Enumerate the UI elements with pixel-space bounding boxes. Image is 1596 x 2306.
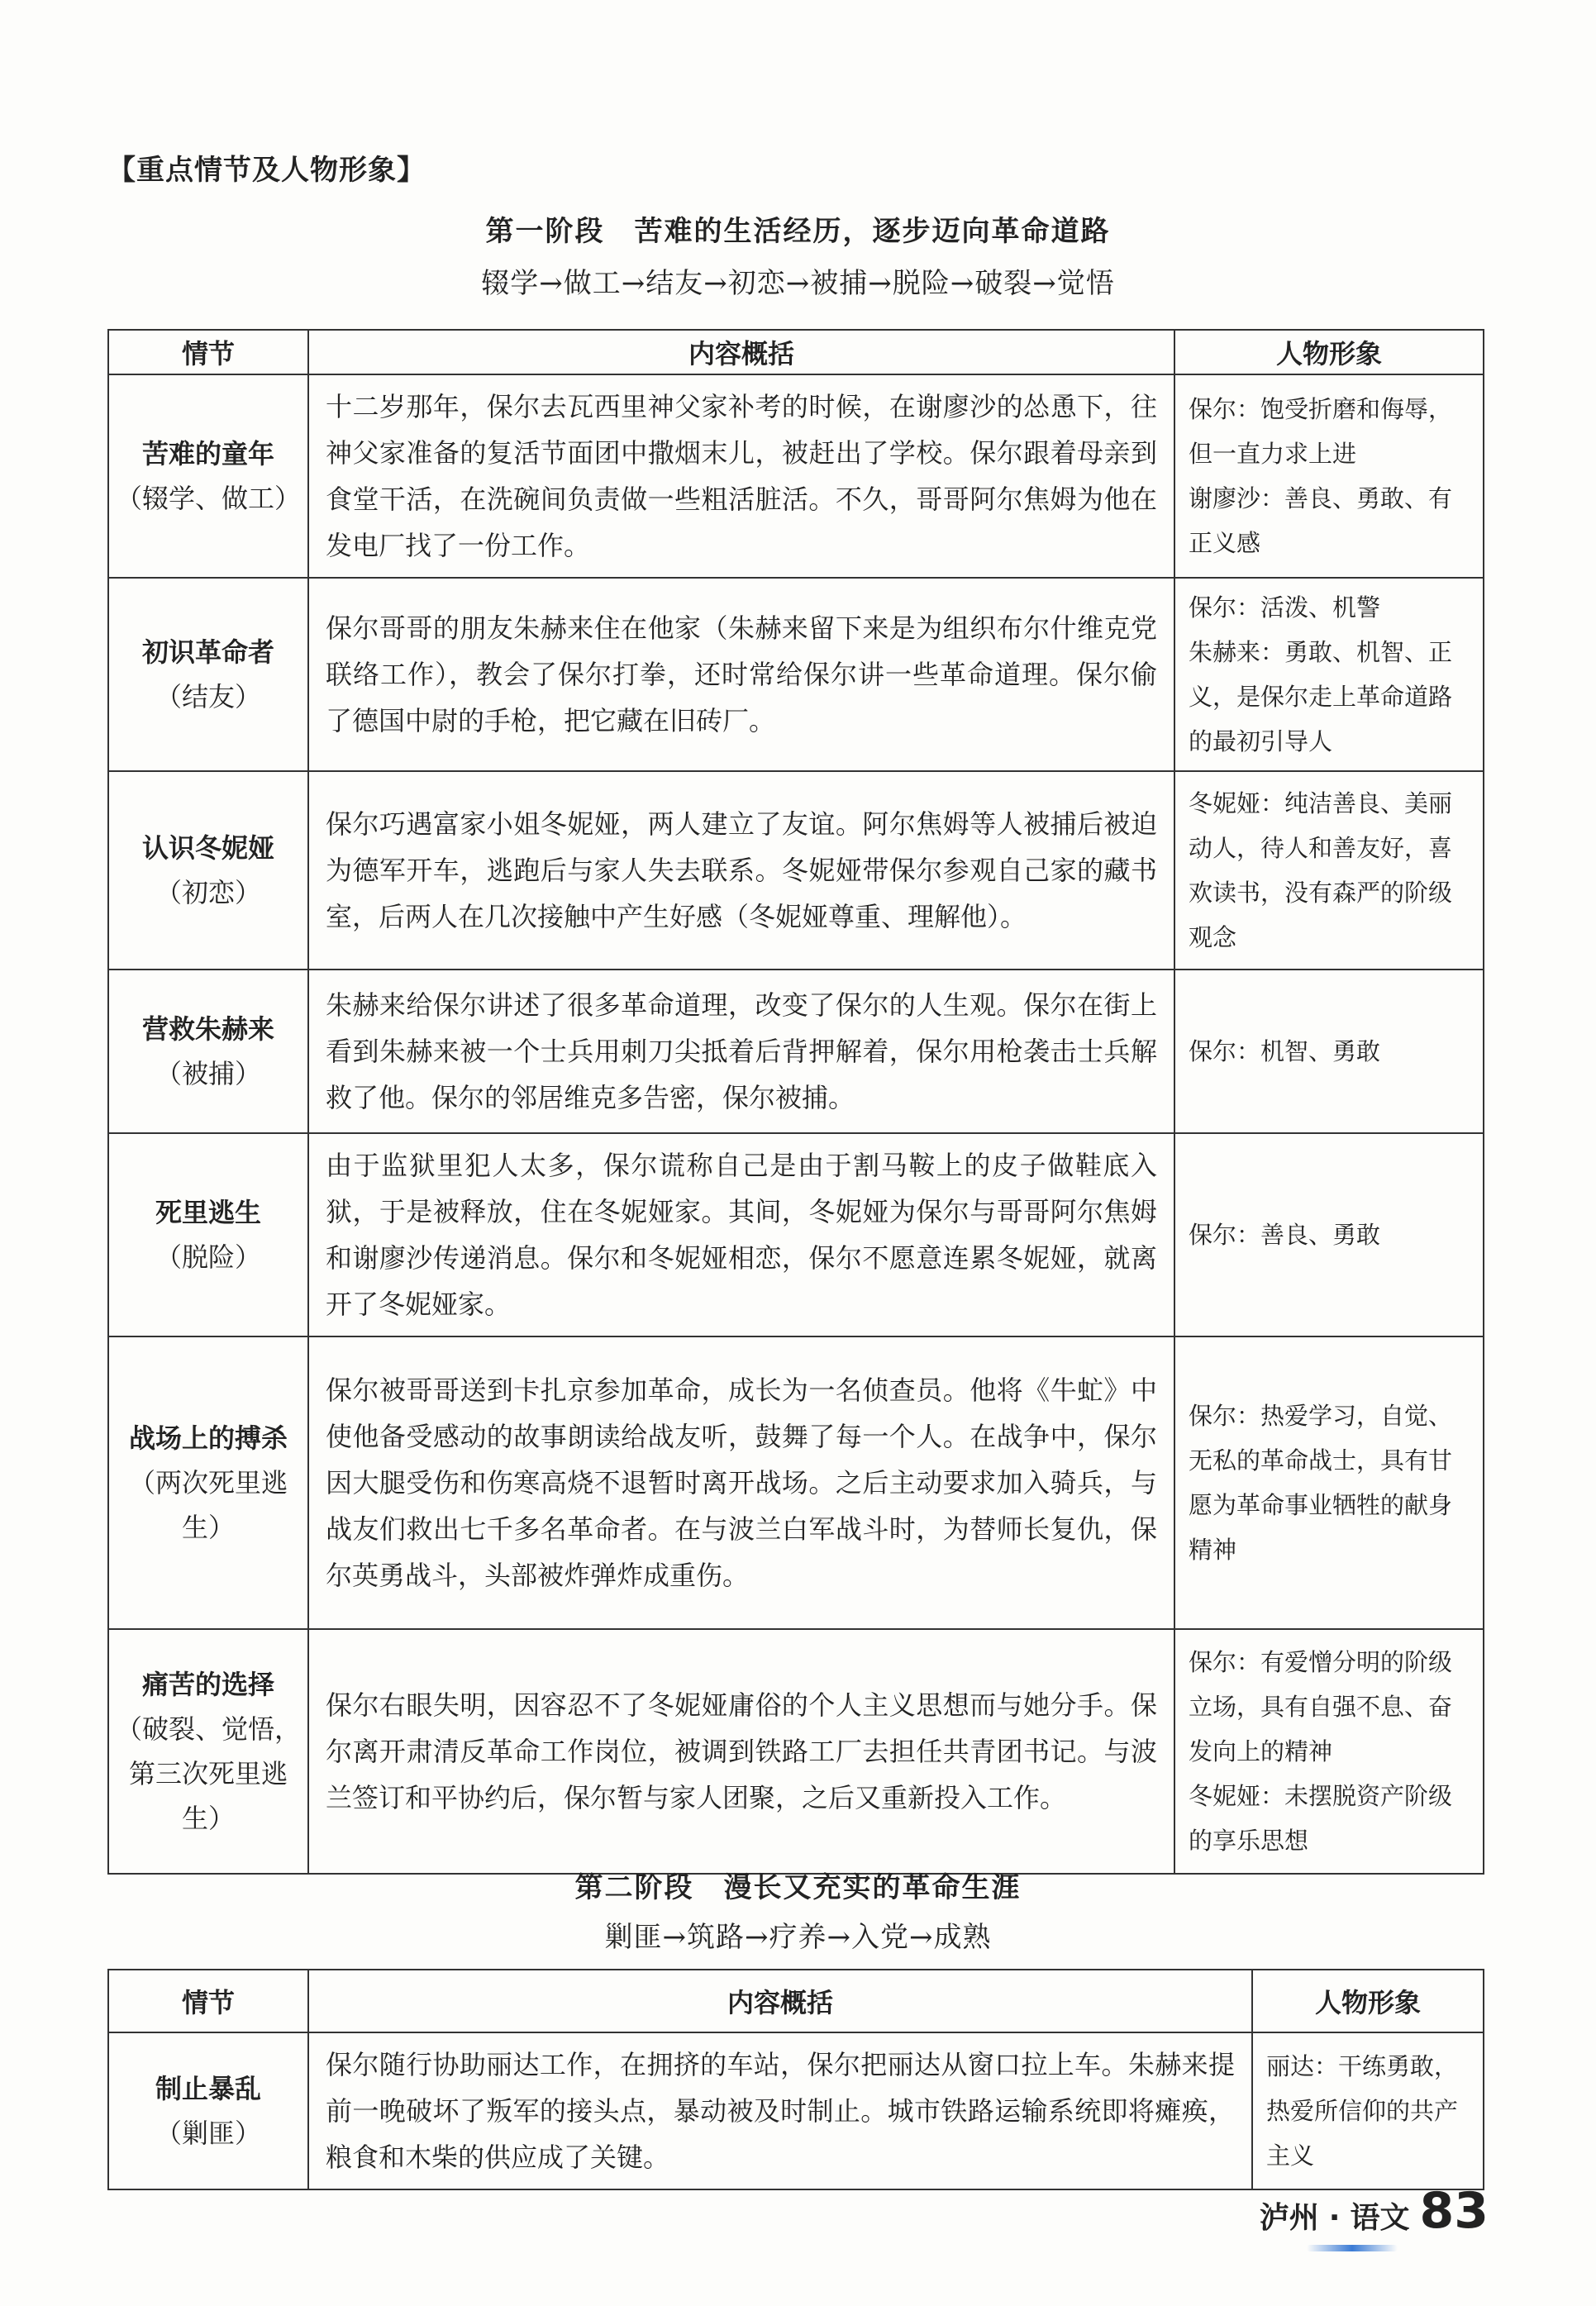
stage1-table [107, 329, 1484, 1875]
content-cell: 十二岁那年，保尔去瓦西里神父家补考的时候，在谢廖沙的怂恿下，往神父家准备的复活节面团中撒烟末儿，被赶出了学校。保尔跟着母亲到食堂干活，在洗碗间负责做一些粗活脏活。不久，哥哥阿尔焦姆为他在发电厂找了一份工作。 [308, 374, 1174, 578]
character-cell: 保尔：善良、勇敢 [1174, 1133, 1484, 1336]
stage1-flow: 辍学→做工→结友→初恋→被捕→脱险→破裂→觉悟 [481, 267, 1115, 300]
stage2-flow: 剿匪→筑路→疗养→入党→成熟 [604, 1921, 992, 1954]
stage1-title: 第一阶段 苦难的生活经历，逐步迈向革命道路 [485, 215, 1111, 248]
plot-name: 痛苦的选择 [141, 1669, 274, 1700]
table-header-row [108, 1970, 1484, 2032]
header-character: 人物形象 [1252, 1970, 1484, 2032]
content-cell: 保尔被哥哥送到卡扎京参加革命，成长为一名侦查员。他将《牛虻》中使他备受感动的故事朗读给战友听，鼓舞了每一个人。在战争中，保尔因大腿受伤和伤寒高烧不退暂时离开战场。之后主动要求加入骑兵，与战友们救出七千多名革命者。在与波兰白军战斗时，为替师长复仇，保尔英勇战斗，头部被炸弹炸成重伤。 [308, 1336, 1174, 1629]
character-cell: 丽达：干练勇敢，热爱所信仰的共产主义 [1252, 2032, 1484, 2189]
plot-sub: （两次死里逃生） [128, 1467, 288, 1543]
table-row [108, 970, 1484, 1133]
table-row [108, 2032, 1484, 2189]
section-label: 【重点情节及人物形象】 [107, 154, 426, 187]
footer-subject: 语文 [1350, 2201, 1410, 2235]
page-number: 83 [1419, 2182, 1489, 2240]
character-cell: 冬妮娅：纯洁善良、美丽动人，待人和善友好，喜欢读书，没有森严的阶级观念 [1174, 771, 1484, 970]
header-plot: 情节 [108, 330, 308, 374]
character-cell: 保尔：饱受折磨和侮辱，但一直力求上进 谢廖沙：善良、勇敢、有正义感 [1174, 374, 1484, 578]
plot-sub: （辍学、做工） [115, 483, 301, 514]
plot-sub: （结友） [155, 681, 261, 712]
plot-cell [108, 578, 308, 771]
character-cell: 保尔：热爱学习，自觉、无私的革命战士，具有甘愿为革命事业牺牲的献身精神 [1174, 1336, 1484, 1629]
page-footer [1260, 2182, 1489, 2240]
header-plot: 情节 [108, 1970, 308, 2032]
plot-name: 苦难的童年 [141, 438, 274, 469]
character-cell: 保尔：活泼、机警 朱赫来：勇敢、机智、正义，是保尔走上革命道路的最初引导人 [1174, 578, 1484, 771]
content-cell: 保尔随行协助丽达工作，在拥挤的车站，保尔把丽达从窗口拉上车。朱赫来提前一晚破坏了叛军的接头点，暴动被及时制止。城市铁路运输系统即将瘫痪，粮食和木柴的供应成了关键。 [308, 2032, 1252, 2189]
plot-sub: （被捕） [155, 1058, 261, 1089]
content-cell: 由于监狱里犯人太多，保尔谎称自己是由于割马鞍上的皮子做鞋底入狱，于是被释放，住在冬妮娅家。其间，冬妮娅为保尔与哥哥阿尔焦姆和谢廖沙传递消息。保尔和冬妮娅相恋，保尔不愿意连累冬妮娅，就离开了冬妮娅家。 [308, 1133, 1174, 1336]
plot-name: 认识冬妮娅 [141, 832, 274, 864]
plot-cell [108, 374, 308, 578]
plot-name: 制止暴乱 [155, 2073, 261, 2104]
plot-cell [108, 1336, 308, 1629]
footer-region: 泸州 [1259, 2201, 1319, 2235]
plot-sub: （剿匪） [155, 2118, 261, 2149]
footer-dot: · [1328, 2201, 1341, 2235]
plot-sub: （脱险） [155, 1241, 261, 1273]
plot-cell [108, 970, 308, 1133]
header-character: 人物形象 [1174, 330, 1484, 374]
header-content: 内容概括 [308, 1970, 1252, 2032]
footer-swoosh-decoration [1307, 2245, 1398, 2251]
table-row [108, 578, 1484, 771]
content-cell: 保尔哥哥的朋友朱赫来住在他家（朱赫来留下来是为组织布尔什维克党联络工作），教会了保尔打拳，还时常给保尔讲一些革命道理。保尔偷了德国中尉的手枪，把它藏在旧砖厂。 [308, 578, 1174, 771]
header-content: 内容概括 [308, 330, 1174, 374]
character-cell: 保尔：机智、勇敢 [1174, 970, 1484, 1133]
content-cell: 保尔右眼失明，因容忍不了冬妮娅庸俗的个人主义思想而与她分手。保尔离开肃清反革命工作岗位，被调到铁路工厂去担任共青团书记。与波兰签订和平协约后，保尔暂与家人团聚，之后又重新投入工作。 [308, 1629, 1174, 1874]
plot-sub: （破裂、觉悟，第三次死里逃生） [115, 1713, 301, 1834]
plot-name: 死里逃生 [155, 1197, 261, 1228]
plot-cell [108, 771, 308, 970]
plot-name: 营救朱赫来 [141, 1013, 274, 1045]
table-row [108, 1133, 1484, 1336]
table-row [108, 771, 1484, 970]
plot-name: 初识革命者 [141, 636, 274, 668]
content-cell: 朱赫来给保尔讲述了很多革命道理，改变了保尔的人生观。保尔在街上看到朱赫来被一个士兵用刺刀尖抵着后背押解着，保尔用枪袭击士兵解救了他。保尔的邻居维克多告密，保尔被捕。 [308, 970, 1174, 1133]
table-row [108, 374, 1484, 578]
character-cell: 保尔：有爱憎分明的阶级立场，具有自强不息、奋发向上的精神 冬妮娅：未摆脱资产阶级的享乐思想 [1174, 1629, 1484, 1874]
stage2-title: 第二阶段 漫长又充实的革命生涯 [574, 1871, 1022, 1904]
plot-cell [108, 1133, 308, 1336]
plot-name: 战场上的搏杀 [128, 1422, 288, 1454]
plot-cell [108, 2032, 308, 2189]
stage2-table [107, 1969, 1484, 2190]
plot-sub: （初恋） [155, 877, 261, 908]
table-row [108, 1629, 1484, 1874]
table-header-row [108, 330, 1484, 374]
plot-cell [108, 1629, 308, 1874]
table-row [108, 1336, 1484, 1629]
content-cell: 保尔巧遇富家小姐冬妮娅，两人建立了友谊。阿尔焦姆等人被捕后被迫为德军开车，逃跑后与家人失去联系。冬妮娅带保尔参观自己家的藏书室，后两人在几次接触中产生好感（冬妮娅尊重、理解他）。 [308, 771, 1174, 970]
